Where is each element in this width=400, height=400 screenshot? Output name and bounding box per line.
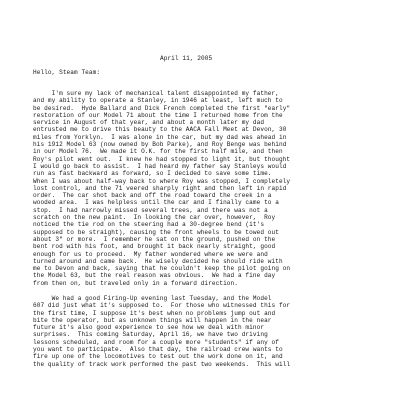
text-line: bent rod with his foot, and brought it back nearly straight, good: [33, 243, 276, 251]
text-line: restoration of our Model 71 about the time I returned home from the: [33, 111, 283, 119]
text-line: lessons scheduled, and room for a couple more "students" if any of: [33, 338, 279, 346]
text-line: entrusted me to drive this beauty to the AACA Fall Meet at Devon, 30: [33, 126, 287, 134]
text-line: you want to participate. Also that day, the railroad crew wants to: [33, 346, 283, 354]
text-line: bite the operator, but as unknown things will happen in the near: [33, 316, 272, 324]
text-line: order. The car shot back and off the road toward the creek in a: [33, 192, 272, 200]
letter-salutation: Hello, Steam Team:: [33, 69, 101, 76]
text-line: be desired. Hyde Ballard and Dick French completed the first "early": [33, 104, 291, 112]
text-line: the quality of track work performed the past two weekends. This will: [33, 360, 291, 368]
text-line: in our Model 76. We made it O.K. for the first half mile, and then: [33, 148, 283, 156]
text-line: enough for us to proceed. My father wondered where we were and: [33, 250, 268, 258]
text-line: about 3" or more. I remember he sat on the ground, pushed on the: [33, 235, 276, 243]
text-line: me to Devon and back, saying that he couldn't keep the pilot going on: [33, 265, 291, 273]
text-line: supposed to be straight), causing the front wheels to be towed out: [33, 228, 279, 236]
text-line: surprises. This coming Saturday, April 16, we have two driving: [33, 331, 268, 339]
text-line: miles from Yorklyn. I was alone in the car, but my dad was ahead in: [33, 133, 287, 141]
text-line: turned around and came back. He wisely decided he should ride with: [33, 257, 283, 265]
text-line: noticed the tie rod on the steering had a 30-degree bend (it's: [33, 221, 265, 229]
text-line: from then on, but traveled only in a forward direction.: [33, 279, 238, 287]
text-line: lost control, and the 71 veered sharply right and then left in rapid: [33, 184, 287, 192]
text-line: the Model 63, but the real reason was obvious. We had a fine day: [33, 272, 276, 280]
text-line: Roy's pilot went out. I knew he had stopped to light it, but thought: [33, 155, 291, 163]
text-line: his 1912 Model 63 (now owned by Bob Parke), and Roy Benge was behind: [33, 141, 287, 149]
text-line: I would go back to assist. I had heard my father say Stanleys would: [33, 162, 287, 170]
letter-date: April 11, 2005: [160, 55, 213, 62]
text-line: future it's also good experience to see how we deal with minor: [33, 324, 265, 332]
text-line: fire up one of the locomotives to test out the work done on it, and: [33, 353, 283, 361]
letter-paragraph-1: [33, 90, 290, 287]
text-line: I'm sure my lack of mechanical talent disappointed my father,: [33, 90, 279, 97]
letter-paragraph-2: [33, 295, 290, 368]
text-line: and my ability to operate a Stanley, in 1946 at least, left much to: [33, 97, 283, 105]
text-line: wooded area. I was helpless until the car and I finally came to a: [33, 199, 279, 207]
text-line: run as fast backward as forward, so I decided to save some time.: [33, 170, 272, 178]
text-line: When I was about half-way back to where Roy was stopped, I completely: [33, 177, 291, 185]
text-line: scratch on the new paint. In looking the car over, however, Roy: [33, 214, 276, 222]
text-line: the first time, I suppose it's best when no problems jump out and: [33, 309, 276, 317]
text-line: 607 did just what it's supposed to. For those who witnessed this for: [33, 302, 291, 310]
text-line: stop. I had narrowly missed several trees, and there was not a: [33, 206, 268, 214]
text-line: We had a good Firing-Up evening last Tuesday, and the Model: [33, 295, 272, 302]
text-line: service in August of that year, and about a month later my dad: [33, 119, 265, 127]
